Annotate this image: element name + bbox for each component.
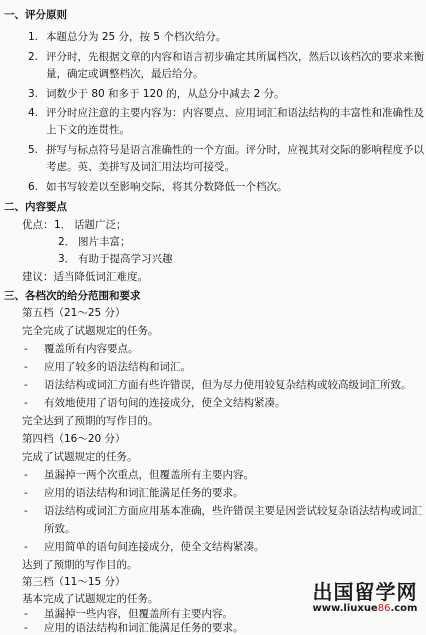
tier-bullet: 应用了较多的语法结构和词汇。 (44, 361, 191, 373)
section-2-title: 二、内容要点 (4, 201, 67, 213)
rule-number: 5. (28, 144, 39, 156)
rule-number: 3. (28, 88, 39, 100)
point-text: 有助于提高学习兴趣 (78, 253, 173, 265)
watermark-url (306, 603, 424, 615)
rule-text: 评分时，先根据文章的内容和语言初步确定其所属档次，然后以该档次的要求来衡 (46, 51, 424, 63)
tier-name: 第四档（16～20 分） (22, 433, 126, 445)
tier-bullet: 有效地使用了语句间的连接成分，使全文结构紧凑。 (44, 397, 286, 409)
rule-text: 拼写与标点符号是语言准确性的一个方面。评分时，应视其对交际的影响程度予以 (46, 144, 424, 156)
watermark-url-suffix: .com (390, 603, 418, 614)
rule-text: 本题总分为 25 分，按 5 个档次给分。 (46, 31, 227, 43)
tier-requirement: 完全完成了试题规定的任务。 (22, 325, 159, 337)
tier-effect: 达到了预期的写作目的。 (22, 559, 138, 571)
suggestion: 建议：适当降低词汇难度。 (22, 271, 148, 283)
point-number: 3． (58, 253, 76, 265)
point-number: 2． (58, 236, 76, 248)
tier-bullet: 虽漏掉一两个次重点，但覆盖所有主要内容。 (44, 469, 254, 481)
tier-requirement: 完成了试题规定的任务。 (22, 451, 138, 463)
tier-requirement: 基本完成了试题规定的任务。 (22, 593, 159, 605)
point-number: 1． (54, 219, 72, 231)
tier-effect: 完全达到了预期的写作目的。 (22, 415, 159, 427)
bullet-dash: - (24, 608, 28, 620)
site-watermark (306, 581, 424, 617)
rule-number: 1. (28, 31, 39, 43)
rule-text: 词数少于 80 和多于 120 的，从总分中减去 2 分。 (46, 88, 285, 100)
tier-bullet: 应用的语法结构和词汇能满足任务的要求。 (44, 487, 244, 499)
point-text: 图片丰富； (78, 236, 131, 248)
watermark-title: 出国留学网 (312, 580, 418, 604)
tier-bullet: 语法结构或词汇方面有些许错误，但为尽力使用较复杂结构或较高级词汇所致。 (44, 379, 412, 391)
bullet-dash: - (24, 379, 28, 391)
tier-bullet: 虽漏掉一些内容，但覆盖所有主要内容。 (44, 608, 233, 620)
rule-number: 4. (28, 107, 39, 119)
rule-number: 2. (28, 51, 39, 63)
bullet-dash: - (24, 487, 28, 499)
rule-text: 如书写较差以至影响交际，将其分数降低一个档次。 (46, 181, 288, 193)
tier-bullet: 覆盖所有内容要点。 (44, 343, 139, 355)
bullet-dash: - (24, 397, 28, 409)
bullet-dash: - (24, 361, 28, 373)
tier-name: 第五档（21～25 分） (22, 307, 126, 319)
rule-text-cont: 考虑。英、美拼写及词汇用法均可接受。 (46, 161, 235, 173)
point-text: 话题广泛； (74, 219, 127, 231)
bullet-dash: - (24, 541, 28, 553)
rule-text-cont: 上下文的连贯性。 (46, 124, 130, 136)
bullet-dash: - (24, 622, 28, 634)
bullet-dash: - (24, 343, 28, 355)
tier-bullet: 语法结构或词汇方面应用基本准确，些许错误主要是因尝试较复杂语法结构或词汇 (44, 505, 422, 517)
tier-bullet: 应用简单的语句间连接成分，使全文结构紧凑。 (44, 541, 265, 553)
watermark-url-number: 86 (377, 603, 391, 614)
points-label: 优点： (22, 219, 54, 231)
watermark-url-prefix: www.liuxue (312, 603, 378, 614)
tier-bullet: 应用的语法结构和词汇能满足任务的要求。 (44, 622, 244, 634)
tier-bullet-cont: 所致。 (44, 523, 76, 535)
tier-name: 第三档（11～15 分） (22, 576, 126, 588)
rule-text-cont: 量，确定或调整档次，最后给分。 (46, 68, 204, 80)
section-1-title: 一、评分原则 (4, 9, 67, 21)
bullet-dash: - (24, 505, 28, 517)
section-3-title: 三、各档次的给分范围和要求 (4, 290, 141, 302)
bullet-dash: - (24, 469, 28, 481)
rule-text: 评分时应注意的主要内容为：内容要点、应用词汇和语法结构的丰富性和准确性及 (46, 107, 424, 119)
rule-number: 6. (28, 181, 39, 193)
